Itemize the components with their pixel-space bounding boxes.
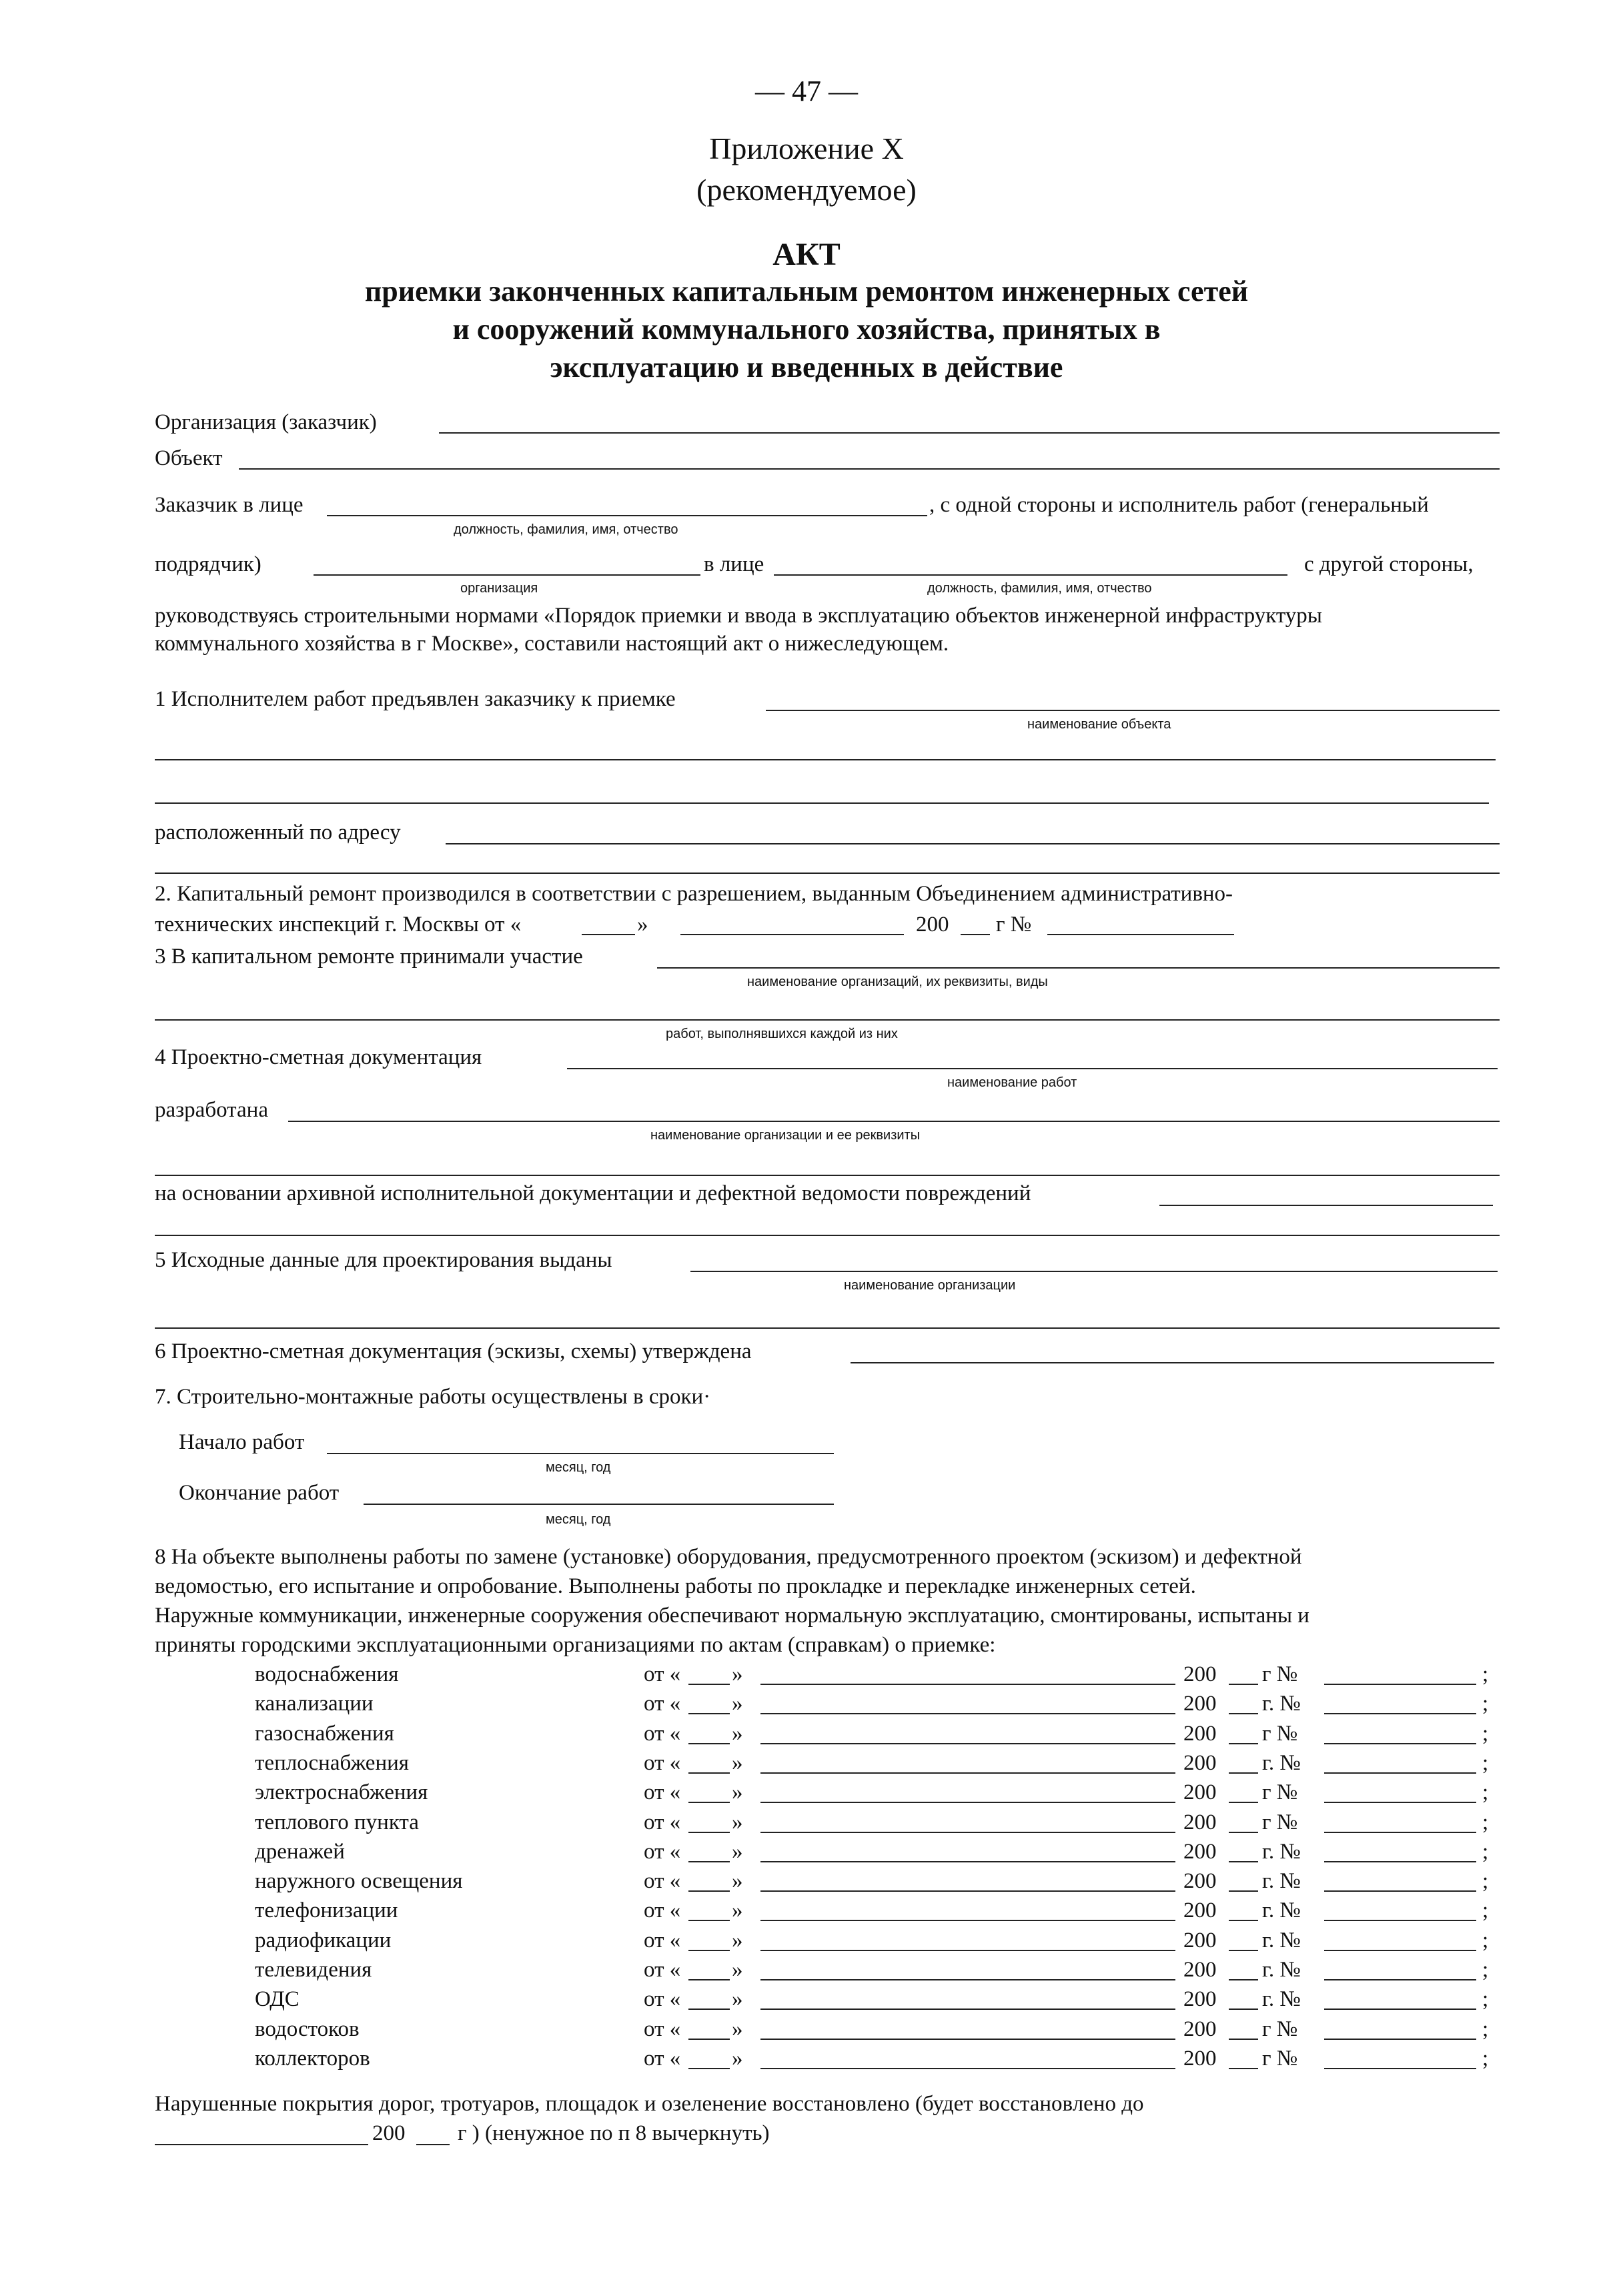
- organization-label: Организация (заказчик): [155, 410, 377, 434]
- act-row-day-field[interactable]: [688, 1832, 730, 1833]
- hint-work-name: наименование работ: [947, 1075, 1077, 1090]
- item-5-field[interactable]: [690, 1271, 1498, 1272]
- act-row-year-field[interactable]: [1229, 1861, 1258, 1862]
- customer-person-field[interactable]: [327, 515, 927, 516]
- subtitle-line-1: приемки законченных капитальным ремонтом инженерных сетей: [364, 275, 1249, 308]
- act-row-number-field[interactable]: [1324, 1743, 1476, 1744]
- item-2-day-field[interactable]: [582, 934, 635, 935]
- act-row-year-prefix: 200: [1183, 1898, 1217, 1922]
- act-row-number-field[interactable]: [1324, 2068, 1476, 2069]
- address-label: расположенный по адресу: [155, 820, 401, 844]
- contractor-org-field[interactable]: [314, 574, 700, 576]
- act-row-month-field[interactable]: [760, 1802, 1175, 1803]
- act-row-number-field[interactable]: [1324, 1802, 1476, 1803]
- act-row-year-field[interactable]: [1229, 1772, 1258, 1774]
- act-row-end: ;: [1482, 1751, 1489, 1775]
- act-row-year-prefix: 200: [1183, 1958, 1217, 1982]
- subtitle-line-3: эксплуатацию и введенных в действие: [550, 351, 1063, 384]
- hint-organization: организация: [460, 581, 538, 596]
- act-row-number-label: г. №: [1262, 1898, 1301, 1922]
- act-row-month-field[interactable]: [760, 1861, 1175, 1862]
- act-row-year-prefix: 200: [1183, 1751, 1217, 1775]
- item-6-text: 6 Проектно-сметная документация (эскизы, схемы) утверждена: [155, 1339, 752, 1363]
- act-row-year-prefix: 200: [1183, 1840, 1217, 1864]
- act-row-end: ;: [1482, 1662, 1489, 1686]
- act-row-quote-close: »: [732, 2047, 743, 2071]
- act-row-year-prefix: 200: [1183, 1722, 1217, 1746]
- item-2-number-field[interactable]: [1047, 934, 1234, 935]
- hint-object-name: наименование объекта: [1027, 717, 1171, 732]
- item-3-text: 3 В капитальном ремонте принимали участие: [155, 945, 583, 969]
- act-row-day-field[interactable]: [688, 1802, 730, 1803]
- act-row-number-field[interactable]: [1324, 1979, 1476, 1980]
- act-row-day-field[interactable]: [688, 1861, 730, 1862]
- item-3-field-line-2[interactable]: [155, 1019, 1500, 1021]
- item-5-field-line-2[interactable]: [155, 1327, 1500, 1329]
- act-row-day-field[interactable]: [688, 1684, 730, 1685]
- act-row-number-field[interactable]: [1324, 1684, 1476, 1685]
- act-row-month-field[interactable]: [760, 2008, 1175, 2010]
- act-row-number-label: г. №: [1262, 1869, 1301, 1893]
- hint-org-requisites: наименование организации и ее реквизиты: [650, 1128, 921, 1143]
- act-row-quote-close: »: [732, 1898, 743, 1922]
- act-row-end: ;: [1482, 1987, 1489, 2011]
- act-row-number-label: г №: [1262, 2017, 1298, 2041]
- act-row-quote-close: »: [732, 1987, 743, 2011]
- item-8-line-1: 8 На объекте выполнены работы по замене (установке) оборудования, предусмотренного проектом (эскизом) и дефектной: [155, 1545, 1302, 1569]
- act-row-month-field[interactable]: [760, 1950, 1175, 1951]
- act-row-from-label: от «: [644, 1692, 681, 1716]
- contractor-label: подрядчик): [155, 552, 261, 576]
- item-1-text: 1 Исполнителем работ предъявлен заказчику к приемке: [155, 687, 676, 711]
- act-row-number-field[interactable]: [1324, 1890, 1476, 1892]
- hint-org-name: наименование организации: [844, 1278, 1016, 1293]
- act-row-number-label: г. №: [1262, 1751, 1301, 1775]
- page-number: — 47 —: [755, 75, 858, 107]
- act-row-quote-close: »: [732, 1869, 743, 1893]
- act-row-month-field[interactable]: [760, 2068, 1175, 2069]
- item-1-field-line-3[interactable]: [155, 802, 1489, 804]
- act-row-year-prefix: 200: [1183, 2017, 1217, 2041]
- act-row-year-field[interactable]: [1229, 1920, 1258, 1921]
- item-2-line-1: 2. Капитальный ремонт производился в соответствии с разрешением, выданным Объединением административно-: [155, 882, 1233, 906]
- hint-orgs-requisites: наименование организаций, их реквизиты, виды: [747, 975, 1048, 989]
- start-label: Начало работ: [179, 1430, 305, 1454]
- act-row-number-field[interactable]: [1324, 1920, 1476, 1921]
- act-row-year-field[interactable]: [1229, 1979, 1258, 1980]
- act-row-number-label: г №: [1262, 1810, 1298, 1834]
- act-row-month-field[interactable]: [760, 1713, 1175, 1714]
- act-row-year-prefix: 200: [1183, 1810, 1217, 1834]
- act-row-day-field[interactable]: [688, 1772, 730, 1774]
- developed-field-line-2[interactable]: [155, 1175, 1500, 1176]
- act-row-quote-close: »: [732, 1692, 743, 1716]
- act-row-day-field[interactable]: [688, 1979, 730, 1980]
- act-row-year-prefix: 200: [1183, 1780, 1217, 1804]
- customer-tail-text: , с одной стороны и исполнитель работ (генеральный: [929, 493, 1429, 517]
- act-row-name: водоснабжения: [255, 1662, 399, 1686]
- act-row-name: ОДС: [255, 1987, 300, 2011]
- act-row-number-label: г. №: [1262, 1840, 1301, 1864]
- act-row-from-label: от «: [644, 1840, 681, 1864]
- act-row-end: ;: [1482, 1840, 1489, 1864]
- act-row-quote-close: »: [732, 1958, 743, 1982]
- act-row-year-field[interactable]: [1229, 2039, 1258, 2040]
- subtitle-line-2: и сооружений коммунального хозяйства, принятых в: [452, 313, 1161, 346]
- item-8-line-3: Наружные коммуникации, инженерные сооружения обеспечивают нормальную эксплуатацию, смонтированы, испытаны и: [155, 1604, 1309, 1628]
- guided-text-line-1: руководствуясь строительными нормами «Порядок приемки и ввода в эксплуатацию объектов инженерной инфраструктуры: [155, 604, 1322, 628]
- act-row-year-field[interactable]: [1229, 1890, 1258, 1892]
- act-row-end: ;: [1482, 1869, 1489, 1893]
- roads-tail-text: г ) (ненужное по п 8 вычеркнуть): [458, 2121, 770, 2145]
- act-row-number-field[interactable]: [1324, 1772, 1476, 1774]
- item-1-field-line-2[interactable]: [155, 759, 1496, 760]
- act-row-name: наружного освещения: [255, 1869, 463, 1893]
- act-row-year-prefix: 200: [1183, 1662, 1217, 1686]
- act-row-year-field[interactable]: [1229, 1713, 1258, 1714]
- act-row-month-field[interactable]: [760, 1890, 1175, 1892]
- act-row-number-field[interactable]: [1324, 1832, 1476, 1833]
- act-row-quote-close: »: [732, 1840, 743, 1864]
- document-title: АКТ: [772, 237, 841, 272]
- item-5-text: 5 Исходные данные для проектирования выданы: [155, 1248, 612, 1272]
- act-row-number-label: г №: [1262, 1722, 1298, 1746]
- act-row-name: коллекторов: [255, 2047, 370, 2071]
- act-row-number-label: г. №: [1262, 1928, 1301, 1952]
- act-row-month-field[interactable]: [760, 1979, 1175, 1980]
- item-4-field[interactable]: [567, 1068, 1498, 1069]
- item-8-line-2: ведомостью, его испытание и опробование. Выполнены работы по прокладке и перекладке инженерных сетей.: [155, 1574, 1196, 1598]
- act-row-from-label: от «: [644, 1987, 681, 2011]
- act-row-number-label: г №: [1262, 1780, 1298, 1804]
- act-row-name: радиофикации: [255, 1928, 392, 1952]
- act-row-year-field[interactable]: [1229, 1684, 1258, 1685]
- act-row-day-field[interactable]: [688, 2039, 730, 2040]
- act-row-number-field[interactable]: [1324, 2008, 1476, 2010]
- act-row-quote-close: »: [732, 1722, 743, 1746]
- act-row-name: телевидения: [255, 1958, 372, 1982]
- hint-position-name: должность, фамилия, имя, отчество: [454, 522, 678, 537]
- act-row-end: ;: [1482, 1958, 1489, 1982]
- object-field[interactable]: [239, 468, 1500, 470]
- hint-month-year-2: месяц, год: [546, 1512, 611, 1527]
- act-row-day-field[interactable]: [688, 1713, 730, 1714]
- act-row-number-label: г. №: [1262, 1987, 1301, 2011]
- act-row-end: ;: [1482, 1692, 1489, 1716]
- act-row-end: ;: [1482, 2017, 1489, 2041]
- item-4-text: 4 Проектно-сметная документация: [155, 1045, 482, 1069]
- hint-month-year: месяц, год: [546, 1460, 611, 1475]
- organization-field[interactable]: [439, 432, 1500, 434]
- start-field[interactable]: [327, 1453, 834, 1454]
- appendix-note: (рекомендуемое): [696, 173, 917, 207]
- act-row-from-label: от «: [644, 1898, 681, 1922]
- developed-field[interactable]: [288, 1121, 1500, 1122]
- item-2-quote-close: »: [637, 913, 648, 937]
- act-row-from-label: от «: [644, 1869, 681, 1893]
- contractor-person-field[interactable]: [774, 574, 1287, 576]
- act-row-day-field[interactable]: [688, 2008, 730, 2010]
- act-row-quote-close: »: [732, 1810, 743, 1834]
- hint-works-each: работ, выполнявшихся каждой из них: [666, 1027, 898, 1041]
- act-row-from-label: от «: [644, 2017, 681, 2041]
- act-row-year-field[interactable]: [1229, 1743, 1258, 1744]
- act-row-name: электроснабжения: [255, 1780, 428, 1804]
- act-row-year-prefix: 200: [1183, 1928, 1217, 1952]
- archive-text: на основании архивной исполнительной документации и дефектной ведомости повреждений: [155, 1181, 1031, 1205]
- act-row-year-field[interactable]: [1229, 1802, 1258, 1803]
- act-row-end: ;: [1482, 1928, 1489, 1952]
- appendix-label: Приложение Х: [709, 131, 904, 165]
- item-2-line-2: технических инспекций г. Москвы от «: [155, 913, 522, 937]
- developed-label: разработана: [155, 1098, 268, 1122]
- end-field[interactable]: [364, 1504, 834, 1505]
- act-row-name: канализации: [255, 1692, 374, 1716]
- act-row-year-prefix: 200: [1183, 1987, 1217, 2011]
- act-row-from-label: от «: [644, 1780, 681, 1804]
- roads-date-field[interactable]: [155, 2144, 368, 2145]
- end-label: Окончание работ: [179, 1481, 340, 1505]
- act-row-number-field[interactable]: [1324, 2039, 1476, 2040]
- act-row-number-label: г. №: [1262, 1692, 1301, 1716]
- roads-text-line-1: Нарушенные покрытия дорог, тротуаров, площадок и озеленение восстановлено (будет восстановлено до: [155, 2092, 1144, 2116]
- item-1-field[interactable]: [766, 710, 1500, 711]
- object-label: Объект: [155, 446, 223, 470]
- act-row-day-field[interactable]: [688, 1920, 730, 1921]
- act-row-quote-close: »: [732, 2017, 743, 2041]
- act-row-number-label: г №: [1262, 2047, 1298, 2071]
- act-row-from-label: от «: [644, 1722, 681, 1746]
- act-row-month-field[interactable]: [760, 1772, 1175, 1774]
- act-row-day-field[interactable]: [688, 1890, 730, 1892]
- hint-position-name-2: должность, фамилия, имя, отчество: [927, 581, 1152, 596]
- item-8-line-4: приняты городскими эксплуатационными организациями по актам (справкам) о приемке:: [155, 1633, 996, 1657]
- act-row-name: дренажей: [255, 1840, 345, 1864]
- item-2-year-field[interactable]: [961, 934, 990, 935]
- act-row-number-label: г. №: [1262, 1958, 1301, 1982]
- act-row-from-label: от «: [644, 2047, 681, 2071]
- item-2-year-prefix: 200: [916, 913, 949, 937]
- act-row-year-field[interactable]: [1229, 1832, 1258, 1833]
- act-row-year-prefix: 200: [1183, 1869, 1217, 1893]
- act-row-end: ;: [1482, 1722, 1489, 1746]
- act-row-end: ;: [1482, 1780, 1489, 1804]
- act-row-day-field[interactable]: [688, 1950, 730, 1951]
- act-row-year-prefix: 200: [1183, 2047, 1217, 2071]
- act-row-name: теплоснабжения: [255, 1751, 409, 1775]
- other-side-text: с другой стороны,: [1304, 552, 1474, 576]
- archive-field-line-2[interactable]: [155, 1235, 1500, 1236]
- item-3-field[interactable]: [657, 967, 1500, 969]
- roads-year-prefix: 200: [372, 2121, 406, 2145]
- act-row-month-field[interactable]: [760, 1920, 1175, 1921]
- address-field-line-2[interactable]: [155, 873, 1500, 874]
- act-row-from-label: от «: [644, 1810, 681, 1834]
- act-row-number-field[interactable]: [1324, 1713, 1476, 1714]
- item-2-number-label: г №: [996, 913, 1032, 937]
- act-row-name: телефонизации: [255, 1898, 398, 1922]
- item-7-text: 7. Строительно-монтажные работы осуществлены в сроки·: [155, 1385, 711, 1409]
- roads-year-field[interactable]: [416, 2144, 450, 2145]
- act-row-month-field[interactable]: [760, 1743, 1175, 1744]
- in-person-label: в лице: [704, 552, 764, 576]
- act-row-month-field[interactable]: [760, 2039, 1175, 2040]
- item-2-month-field[interactable]: [680, 934, 904, 935]
- act-row-end: ;: [1482, 1810, 1489, 1834]
- act-row-number-field[interactable]: [1324, 1950, 1476, 1951]
- act-row-quote-close: »: [732, 1662, 743, 1686]
- act-row-name: водостоков: [255, 2017, 360, 2041]
- act-row-from-label: от «: [644, 1928, 681, 1952]
- act-row-year-prefix: 200: [1183, 1692, 1217, 1716]
- act-row-day-field[interactable]: [688, 2068, 730, 2069]
- act-row-year-field[interactable]: [1229, 2068, 1258, 2069]
- act-row-quote-close: »: [732, 1751, 743, 1775]
- act-row-quote-close: »: [732, 1928, 743, 1952]
- address-field[interactable]: [446, 843, 1500, 844]
- act-row-end: ;: [1482, 1898, 1489, 1922]
- customer-label: Заказчик в лице: [155, 493, 304, 517]
- act-row-quote-close: »: [732, 1780, 743, 1804]
- act-row-year-field[interactable]: [1229, 1950, 1258, 1951]
- act-row-from-label: от «: [644, 1751, 681, 1775]
- act-row-name: газоснабжения: [255, 1722, 394, 1746]
- archive-field[interactable]: [1159, 1205, 1493, 1206]
- act-row-number-field[interactable]: [1324, 1861, 1476, 1862]
- act-row-name: теплового пункта: [255, 1810, 419, 1834]
- act-row-month-field[interactable]: [760, 1684, 1175, 1685]
- act-row-month-field[interactable]: [760, 1832, 1175, 1833]
- act-row-from-label: от «: [644, 1958, 681, 1982]
- act-row-day-field[interactable]: [688, 1743, 730, 1744]
- act-row-year-field[interactable]: [1229, 2008, 1258, 2010]
- act-row-from-label: от «: [644, 1662, 681, 1686]
- item-6-field[interactable]: [851, 1362, 1494, 1363]
- act-row-end: ;: [1482, 2047, 1489, 2071]
- act-row-number-label: г №: [1262, 1662, 1298, 1686]
- guided-text-line-2: коммунального хозяйства в г Москве», составили настоящий акт о нижеследующем.: [155, 632, 949, 656]
